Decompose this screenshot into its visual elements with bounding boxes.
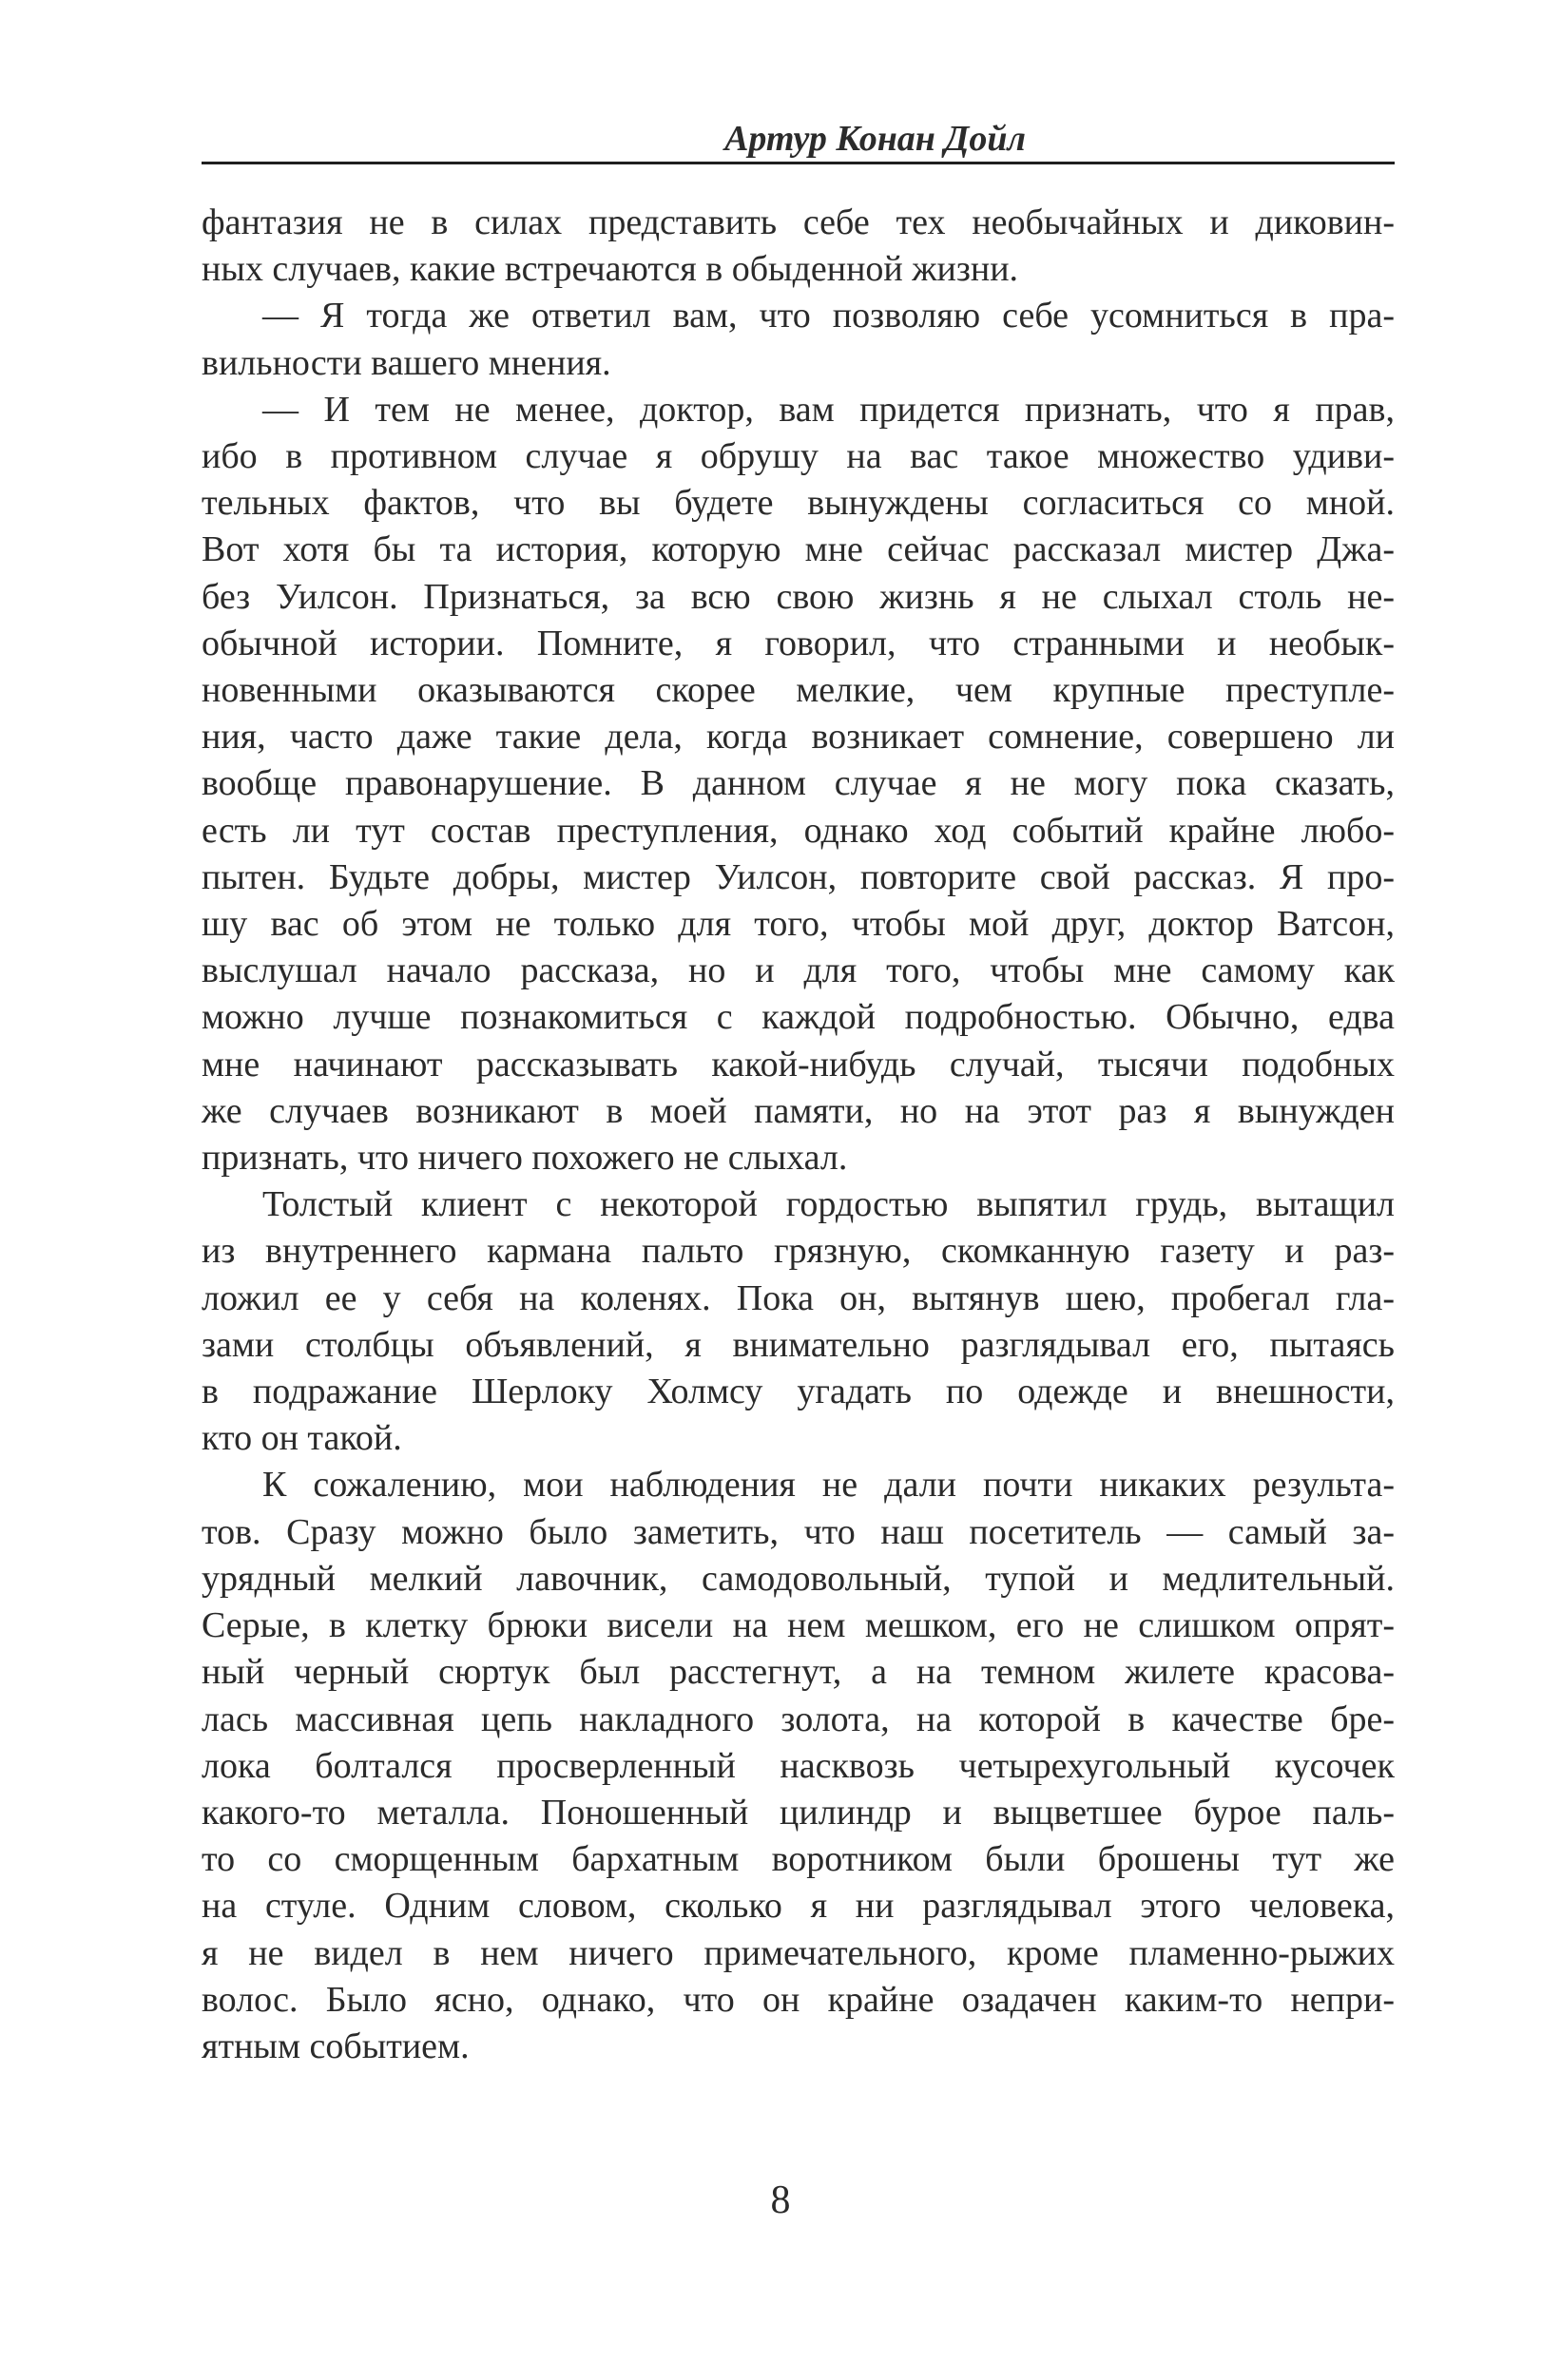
- text-line: вильности вашего мнения.: [202, 342, 611, 383]
- paragraph: [202, 1181, 1395, 1462]
- body-text: [202, 200, 1395, 2070]
- text-line: то со сморщенным бархатным воротником были брошены тут же: [202, 1839, 1395, 1880]
- text-line: пытен. Будьте добры, мистер Уилсон, повторите свой рассказ. Я про-: [202, 856, 1395, 897]
- text-line: обычной истории. Помните, я говорил, что странными и необык-: [202, 623, 1395, 663]
- text-line: Толстый клиент с некоторой гордостью выпятил грудь, вытащил: [262, 1184, 1395, 1225]
- text-line: признать, что ничего похожего не слыхал.: [202, 1138, 848, 1179]
- paragraph: [202, 293, 1395, 386]
- paragraph: [202, 200, 1395, 293]
- text-line: я не видел в нем ничего примечательного, кроме пламенно-рыжих: [202, 1932, 1395, 1973]
- text-line: на стуле. Одним словом, сколько я ни разглядывал этого человека,: [202, 1886, 1395, 1927]
- text-line: лась массивная цепь накладного золота, на которой в качестве бре-: [202, 1699, 1395, 1739]
- text-line: Серые, в клетку брюки висели на нем мешком, его не слишком опрят-: [202, 1605, 1395, 1646]
- paragraph: [202, 387, 1395, 1181]
- text-line: — Я тогда же ответил вам, что позволяю себе усомниться в пра-: [262, 296, 1395, 336]
- text-line: кто он такой.: [202, 1418, 402, 1459]
- text-line: лока болтался просверленный насквозь четырехугольный кусочек: [202, 1745, 1395, 1786]
- text-line: ных случаев, какие встречаются в обыденной жизни.: [202, 249, 1019, 290]
- text-line: есть ли тут состав преступления, однако ход событий крайне любо-: [202, 810, 1395, 851]
- paragraph: [202, 1462, 1395, 2070]
- text-line: ния, часто даже такие дела, когда возникает сомнение, совершено ли: [202, 717, 1395, 758]
- text-line: вообще правонарушение. В данном случае я не могу пока сказать,: [202, 763, 1395, 804]
- text-line: же случаев возникают в моей памяти, но на этот раз я вынужден: [202, 1090, 1395, 1131]
- text-line: Вот хотя бы та история, которую мне сейчас рассказал мистер Джа-: [202, 529, 1395, 570]
- text-line: какого-то металла. Поношенный цилиндр и выцветшее бурое паль-: [202, 1792, 1395, 1833]
- text-line: из внутреннего кармана пальто грязную, скомканную газету и раз-: [202, 1231, 1395, 1272]
- text-line: выслушал начало рассказа, но и для того, чтобы мне самому как: [202, 950, 1395, 991]
- text-line: тов. Сразу можно было заметить, что наш посетитель — самый за-: [202, 1511, 1395, 1552]
- text-line: волос. Было ясно, однако, что он крайне озадачен каким-то непри-: [202, 1979, 1395, 2020]
- text-line: новенными оказываются скорее мелкие, чем крупные преступле-: [202, 670, 1395, 711]
- text-line: — И тем не менее, доктор, вам придется признать, что я прав,: [262, 389, 1395, 430]
- text-line: в подражание Шерлоку Холмсу угадать по одежде и внешности,: [202, 1372, 1395, 1412]
- text-line: мне начинают рассказывать какой-нибудь случай, тысячи подобных: [202, 1044, 1395, 1084]
- header-divider: [202, 162, 1395, 164]
- running-title: Артур Конан Дойл: [724, 119, 1026, 159]
- text-line: ятным событием.: [202, 2025, 470, 2066]
- running-header: [202, 116, 1395, 162]
- text-line: урядный мелкий лавочник, самодовольный, тупой и медлительный.: [202, 1558, 1395, 1599]
- page-number: 8: [770, 2178, 791, 2222]
- text-line: К сожалению, мои наблюдения не дали почти никаких результа-: [262, 1465, 1395, 1506]
- text-line: зами столбцы объявлений, я внимательно разглядывал его, пытаясь: [202, 1324, 1395, 1365]
- text-line: ложил ее у себя на коленях. Пока он, вытянув шею, пробегал гла-: [202, 1277, 1395, 1318]
- text-line: фантазия не в силах представить себе тех необычайных и диковин-: [202, 202, 1395, 242]
- text-line: без Уилсон. Признаться, за всю свою жизнь я не слыхал столь не-: [202, 576, 1395, 617]
- text-line: ибо в противном случае я обрушу на вас такое множество удиви-: [202, 436, 1395, 477]
- text-line: можно лучше познакомиться с каждой подробностью. Обычно, едва: [202, 997, 1395, 1038]
- text-line: ный черный сюртук был расстегнут, а на темном жилете красова-: [202, 1652, 1395, 1693]
- text-line: тельных фактов, что вы будете вынуждены согласиться со мной.: [202, 483, 1395, 524]
- text-line: шу вас об этом не только для того, чтобы мой друг, доктор Ватсон,: [202, 904, 1395, 945]
